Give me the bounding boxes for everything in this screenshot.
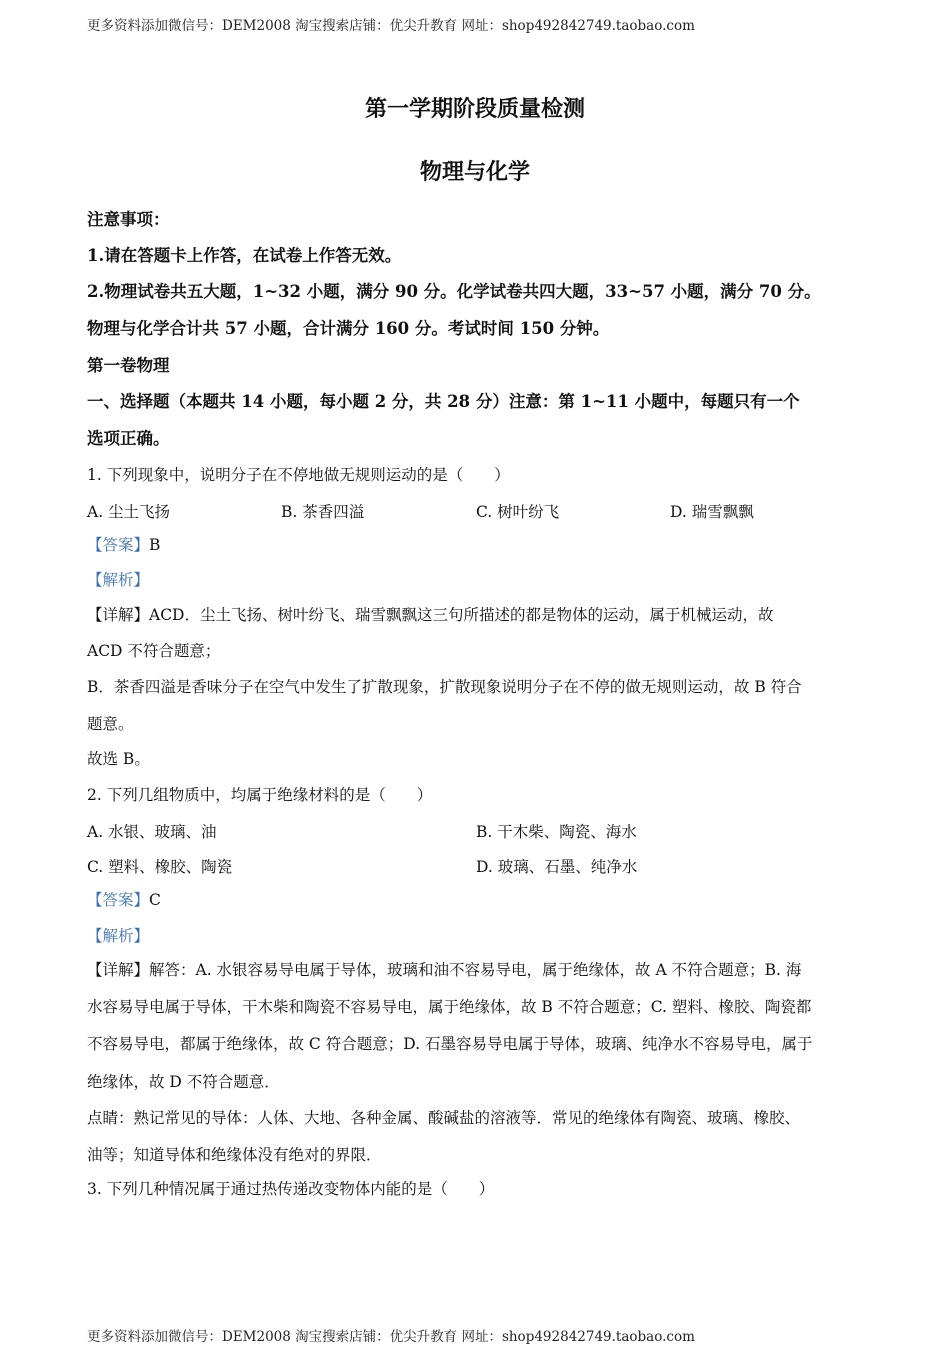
page-footer: 更多资料添加微信号：DEM2008 淘宝搜索店铺：优尖升教育 网址：shop492842749.taobao.com xyxy=(87,1329,695,1345)
q2-option-a: A. 水银、玻璃、油 xyxy=(87,823,217,841)
q2-option-d: D. 玻璃、石墨、纯净水 xyxy=(476,858,638,876)
q1-option-a: A. 尘土飞扬 xyxy=(87,503,171,521)
answer-label: 【答案】 xyxy=(87,536,150,554)
q2-answer xyxy=(87,890,161,910)
q1-detail-line: 题意。 xyxy=(87,715,134,733)
answer-value: C xyxy=(149,891,161,909)
q1-detail-line: 【详解】ACD．尘土飞扬、树叶纷飞、瑞雪飘飘这三句所描述的都是物体的运动，属于机械运动，故 xyxy=(87,606,774,624)
q2-analysis-label: 【解析】 xyxy=(87,927,150,945)
q1-analysis-label: 【解析】 xyxy=(87,571,150,589)
q1-answer xyxy=(87,535,160,555)
notice-heading: 注意事项： xyxy=(87,210,170,229)
notice-item-2-cont: 物理与化学合计共 57 小题，合计满分 160 分。考试时间 150 分钟。 xyxy=(87,319,610,338)
answer-label: 【答案】 xyxy=(87,891,150,909)
q1-detail-line: ACD 不符合题意； xyxy=(87,642,221,660)
q2-note-line: 点睛：熟记常见的导体：人体、大地、各种金属、酸碱盐的溶液等．常见的绝缘体有陶瓷、玻璃、橡胶、 xyxy=(87,1109,801,1127)
q2-note-line: 油等；知道导体和绝缘体没有绝对的界限． xyxy=(87,1146,382,1164)
question-3-stem: 3. 下列几种情况属于通过热传递改变物体内能的是（ ） xyxy=(87,1180,495,1198)
question-1-stem: 1. 下列现象中，说明分子在不停地做无规则运动的是（ ） xyxy=(87,466,510,484)
page-header: 更多资料添加微信号：DEM2008 淘宝搜索店铺：优尖升教育 网址：shop492842749.taobao.com xyxy=(87,18,695,34)
page-subtitle: 物理与化学 xyxy=(419,159,530,185)
notice-item-2: 2.物理试卷共五大题，1~32 小题，满分 90 分。化学试卷共四大题，33~57 小题，满分 70 分。 xyxy=(87,282,821,301)
q2-detail-line: 【详解】解答：A. 水银容易导电属于导体，玻璃和油不容易导电，属于绝缘体，故 A 不符合题意；B. 海 xyxy=(87,961,802,979)
q1-detail-line: B．茶香四溢是香味分子在空气中发生了扩散现象，扩散现象说明分子在不停的做无规则运动，故 B 符合 xyxy=(87,678,802,696)
q2-option-b: B. 干木柴、陶瓷、海水 xyxy=(476,823,637,841)
question-2-stem: 2. 下列几组物质中，均属于绝缘材料的是（ ） xyxy=(87,786,433,804)
part-heading: 一、选择题（本题共 14 小题，每小题 2 分，共 28 分）注意：第 1~11 小题中，每题只有一个 xyxy=(87,392,800,411)
page-title: 第一学期阶段质量检测 xyxy=(364,96,585,122)
part-heading-cont: 选项正确。 xyxy=(87,429,170,448)
answer-value: B xyxy=(149,536,161,554)
q2-detail-line: 绝缘体，故 D 不符合题意． xyxy=(87,1073,280,1091)
q1-option-d: D. 瑞雪飘飘 xyxy=(670,503,754,521)
q1-detail-line: 故选 B。 xyxy=(87,750,150,768)
section-heading: 第一卷物理 xyxy=(87,356,170,375)
q2-detail-line: 水容易导电属于导体，干木柴和陶瓷不容易导电，属于绝缘体，故 B 不符合题意；C. 塑料、橡胶、陶瓷都 xyxy=(87,998,812,1016)
notice-item-1: 1.请在答题卡上作答，在试卷上作答无效。 xyxy=(87,246,402,265)
q2-detail-line: 不容易导电，都属于绝缘体，故 C 符合题意；D. 石墨容易导电属于导体，玻璃、纯净水不容易导电，属于 xyxy=(87,1035,813,1053)
q2-option-c: C. 塑料、橡胶、陶瓷 xyxy=(87,858,233,876)
q1-option-b: B. 茶香四溢 xyxy=(281,503,365,521)
q1-option-c: C. 树叶纷飞 xyxy=(476,503,560,521)
